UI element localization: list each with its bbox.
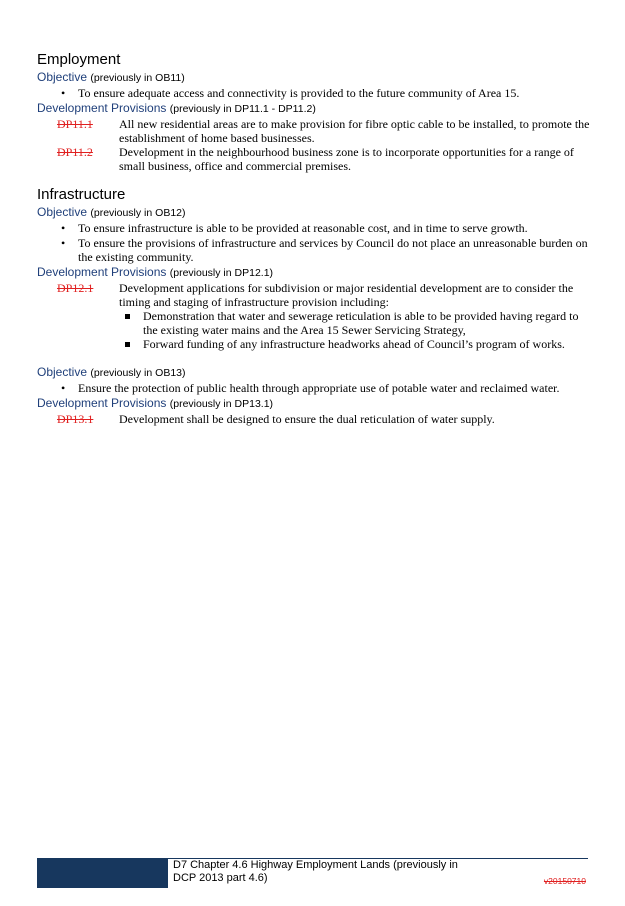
provisions-label: Development Provisions — [37, 101, 167, 115]
provision-code: DP11.2 — [57, 145, 93, 159]
provisions-label: Development Provisions — [37, 265, 167, 279]
document-body — [37, 50, 592, 426]
objective-list — [37, 381, 592, 395]
provisions-label: Development Provisions — [37, 396, 167, 410]
provision-sublist — [119, 309, 592, 351]
objective-note: (previously in OB13) — [90, 367, 186, 379]
provisions-note: (previously in DP12.1) — [169, 267, 274, 279]
objective-label: Objective — [37, 365, 88, 379]
provision-row — [37, 412, 592, 426]
list-item: • To ensure the provisions of infrastructure and services by Council do not place an unreasonable burden on the existing community. — [78, 236, 592, 264]
objective-heading — [37, 70, 592, 86]
provision-text: Development in the neighbourhood business zone is to incorporate opportunities for a range of small business, office and commercial premises. — [119, 145, 574, 173]
provisions-note: (previously in DP11.1 - DP11.2) — [169, 103, 316, 115]
objective-heading — [37, 365, 592, 381]
objective-note: (previously in OB11) — [90, 72, 185, 84]
section-heading-infrastructure: Infrastructure — [37, 186, 126, 203]
list-item: • To ensure adequate access and connectivity is provided to the future community of Area 15. — [78, 86, 592, 100]
objective-label: Objective — [37, 70, 88, 84]
provision-text: All new residential areas are to make provision for fibre optic cable to be installed, to promote the establishment of home based businesses. — [119, 117, 590, 145]
provision-text: Development applications for subdivision or major residential development are to consider the timing and staging of infrastructure provision including: — [119, 281, 574, 309]
provision-row — [37, 117, 592, 145]
objective-note: (previously in OB12) — [90, 207, 186, 219]
objective-heading — [37, 205, 592, 221]
provision-code: DP12.1 — [57, 281, 94, 295]
provisions-heading — [37, 265, 592, 281]
objective-list — [37, 221, 592, 264]
list-item: • Ensure the protection of public health through appropriate use of potable water and reclaimed water. — [78, 381, 592, 395]
provisions-heading — [37, 396, 592, 412]
footer-title: D7 Chapter 4.6 Highway Employment Lands (previously in DCP 2013 part 4.6) — [173, 859, 458, 884]
list-item: Forward funding of any infrastructure headworks ahead of Council’s program of works. — [143, 337, 592, 351]
provision-text-block — [119, 281, 592, 351]
footer-color-band — [37, 858, 168, 888]
provision-row — [37, 281, 592, 351]
provision-code: DP13.1 — [57, 412, 94, 426]
provisions-note: (previously in DP13.1) — [169, 398, 274, 410]
spacer — [37, 351, 592, 365]
objective-list — [37, 86, 592, 100]
list-item: Demonstration that water and sewerage reticulation is able to be provided having regard to the existing water mains and the Area 15 Sewer Servicing Strategy, — [143, 309, 592, 337]
page-footer — [37, 858, 588, 888]
provision-text: Development shall be designed to ensure the dual reticulation of water supply. — [119, 412, 495, 426]
provision-code: DP11.1 — [57, 117, 93, 131]
footer-version: v20150710 — [543, 876, 586, 886]
section-heading-employment: Employment — [37, 51, 121, 68]
provisions-heading — [37, 101, 592, 117]
list-item: • To ensure infrastructure is able to be provided at reasonable cost, and in time to serve growth. — [78, 221, 592, 235]
provision-row — [37, 145, 592, 173]
objective-label: Objective — [37, 205, 88, 219]
